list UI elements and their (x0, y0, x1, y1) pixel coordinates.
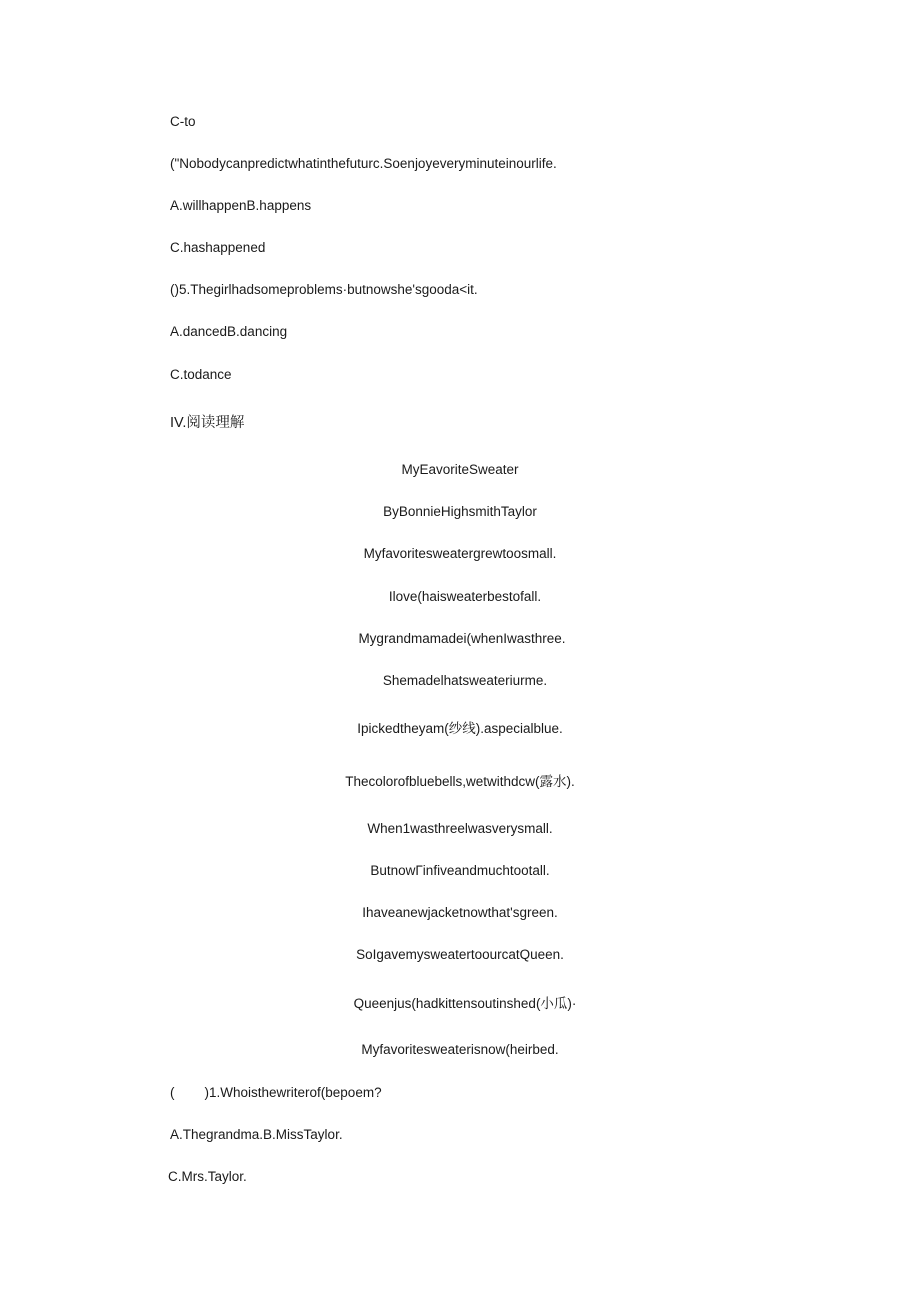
option-line: C-to (170, 114, 196, 129)
poem-line: ButnowΓinfiveandmuchtootall. (370, 863, 550, 878)
poem-title: MyEavoriteSweater (401, 462, 519, 477)
option-line: C.Mrs.Taylor. (168, 1169, 247, 1184)
option-line: C.todance (170, 367, 232, 382)
poem-line: Thecolorofbluebells,wetwithdcw(露水). (345, 774, 575, 789)
section-heading: IV.阅读理解 (170, 415, 245, 431)
question-line: ()5.Thegirlhadsomeproblems·butnowshe'sgooda<it. (170, 282, 478, 297)
poem-author: ByBonnieHighsmithTaylor (383, 504, 537, 519)
poem-line: Myfavoritesweatergrewtoosmall. (363, 546, 557, 561)
option-line: C.hashappened (170, 240, 266, 255)
poem-line: When1wasthreelwasverysmall. (367, 821, 553, 836)
poem-line: Ilove(haisweaterbestofall. (388, 589, 542, 604)
poem-line: SoIgavemysweatertoourcatQueen. (356, 947, 564, 962)
poem-line: Mygrandmamadei(whenIwasthree. (358, 631, 566, 646)
option-line: A.dancedB.dancing (170, 324, 288, 339)
option-line: A.willhappenB.happens (170, 198, 312, 213)
poem-line: Myfavoritesweaterisnow(heirbed. (361, 1042, 559, 1057)
poem-line: Shemadelhatsweateriurme. (382, 673, 548, 688)
poem-line: Ipickedtheyam(纱线).aspecialblue. (357, 721, 563, 736)
question-line: ( )1.Whoisthewriterof(bepoem? (170, 1085, 382, 1100)
question-line: ("Nobodycanpredictwhatinthefuturc.Soenjoyeveryminuteinourlife. (170, 156, 557, 171)
poem-line: Queenjus(hadkittensoutinshed(小瓜)· (353, 996, 577, 1011)
poem-line: Ihaveanewjacketnowthat'sgreen. (362, 905, 558, 920)
option-line: A.Thegrandma.B.MissTaylor. (170, 1127, 343, 1142)
